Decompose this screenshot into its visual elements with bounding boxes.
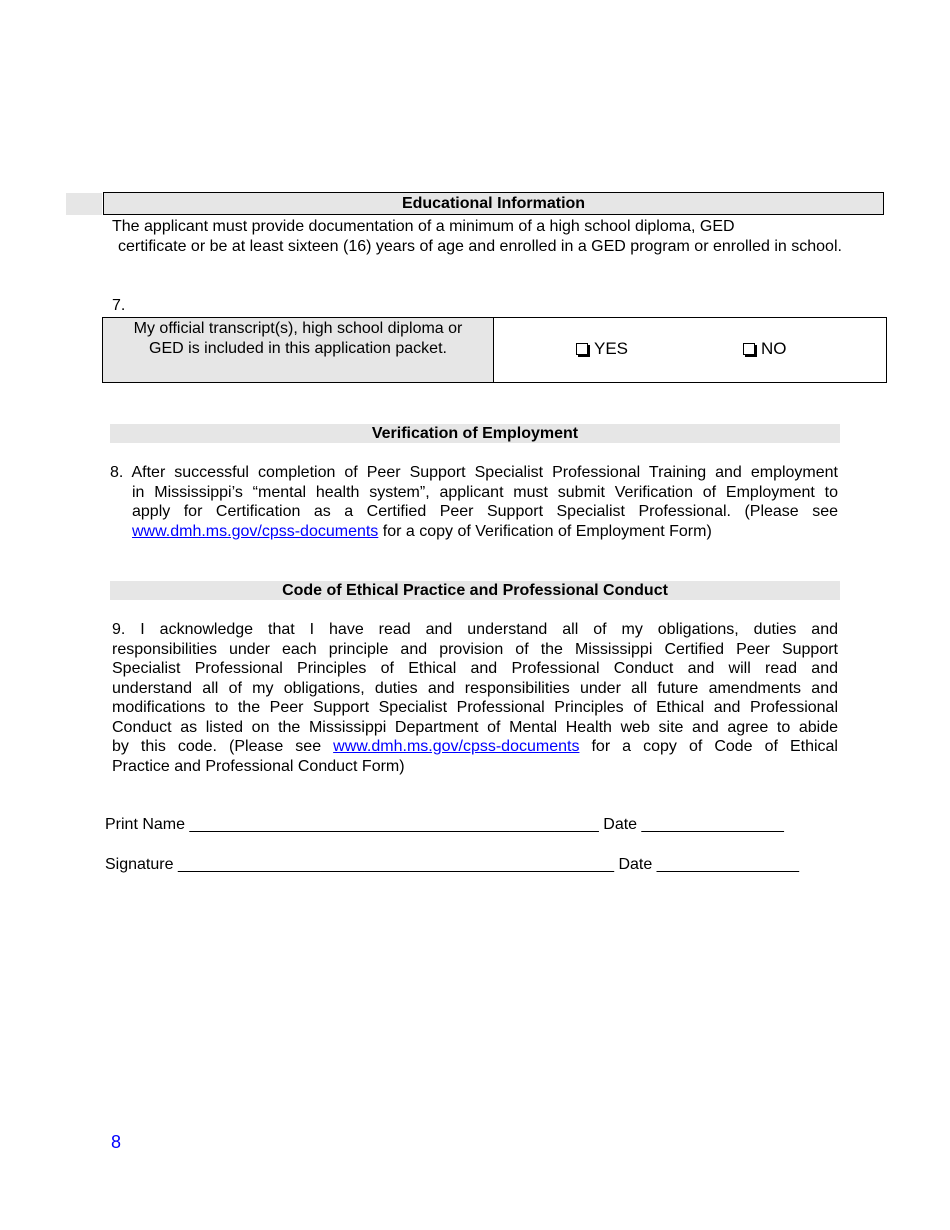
question-7-statement: [103, 318, 494, 382]
verification-of-employment-heading: Verification of Employment: [110, 424, 840, 443]
educational-paragraph-continuation: certificate or be at least sixteen (16) years of age and enrolled in a GED program or enrolled in school.: [118, 237, 842, 255]
date-field[interactable]: ________________: [641, 816, 784, 833]
educational-requirement-paragraph: [112, 217, 842, 256]
date-label: Date: [603, 816, 638, 833]
question-8-line: [132, 522, 838, 542]
date-field[interactable]: ________________: [656, 856, 800, 873]
page-number: 8: [111, 1132, 122, 1152]
section-margin-shading: [66, 193, 102, 215]
question-7-statement-line: My official transcript(s), high school diploma or: [133, 320, 463, 337]
question-9-line: Practice and Professional Conduct Form): [112, 757, 405, 775]
question-7-options: [494, 318, 886, 382]
no-label: NO: [761, 339, 787, 358]
question-7-number: 7.: [112, 297, 126, 314]
question-9-line: [112, 737, 838, 757]
cpss-documents-link[interactable]: www.dmh.ms.gov/cpss-documents: [333, 738, 580, 755]
signature-field[interactable]: _________________________________________________: [177, 856, 614, 873]
signature-label: Signature: [105, 856, 174, 873]
question-9-line: Conduct as listed on the Mississippi Department of Mental Health web site and agree to abide: [112, 718, 838, 736]
educational-information-heading: Educational Information: [103, 192, 884, 215]
educational-paragraph-line: The applicant must provide documentation of a minimum of a high school diploma, GED: [112, 218, 735, 235]
no-option[interactable]: [743, 339, 787, 359]
question-8-line: apply for Certification as a Certified Peer Support Specialist Professional. (Please see: [132, 503, 838, 520]
question-8-paragraph: [110, 463, 838, 541]
question-9-line-head: by this code. (Please see: [112, 738, 334, 755]
question-9-line-tail: for a copy of Code of Ethical: [579, 738, 838, 755]
signature-row: [105, 856, 840, 874]
question-7-statement-line: GED is included in this application packet.: [149, 340, 447, 357]
print-name-field[interactable]: ______________________________________________: [189, 816, 599, 833]
print-name-label: Print Name: [105, 816, 186, 833]
question-7-table: [102, 317, 887, 383]
question-9-paragraph: [112, 620, 838, 776]
question-9-line: Specialist Professional Principles of Ethical and Professional Conduct and will read and: [112, 660, 838, 677]
question-9-line: responsibilities under each principle and provision of the Mississippi Certified Peer Support: [112, 640, 838, 658]
yes-label: YES: [594, 339, 629, 358]
question-8-line: 8. After successful completion of Peer Support Specialist Professional Training and employment: [110, 464, 838, 481]
question-9-line: understand all of my obligations, duties and responsibilities under all future amendments and: [112, 679, 838, 697]
print-name-row: [105, 816, 840, 834]
cpss-documents-link[interactable]: www.dmh.ms.gov/cpss-documents: [132, 522, 379, 540]
question-8-line-tail: for a copy of Verification of Employment Form): [378, 522, 712, 540]
date-label: Date: [618, 856, 653, 873]
code-of-ethical-practice-heading: Code of Ethical Practice and Professional Conduct: [110, 581, 840, 600]
question-8-line: in Mississippi’s “mental health system”, applicant must submit Verification of Employment to: [132, 483, 838, 501]
checkbox-icon[interactable]: [743, 343, 755, 355]
question-9-line: modifications to the Peer Support Specialist Professional Principles of Ethical and Professional: [112, 699, 838, 716]
yes-option[interactable]: [576, 339, 628, 359]
checkbox-icon[interactable]: [576, 343, 588, 355]
question-9-line: 9. I acknowledge that I have read and understand all of my obligations, duties and: [112, 621, 838, 638]
